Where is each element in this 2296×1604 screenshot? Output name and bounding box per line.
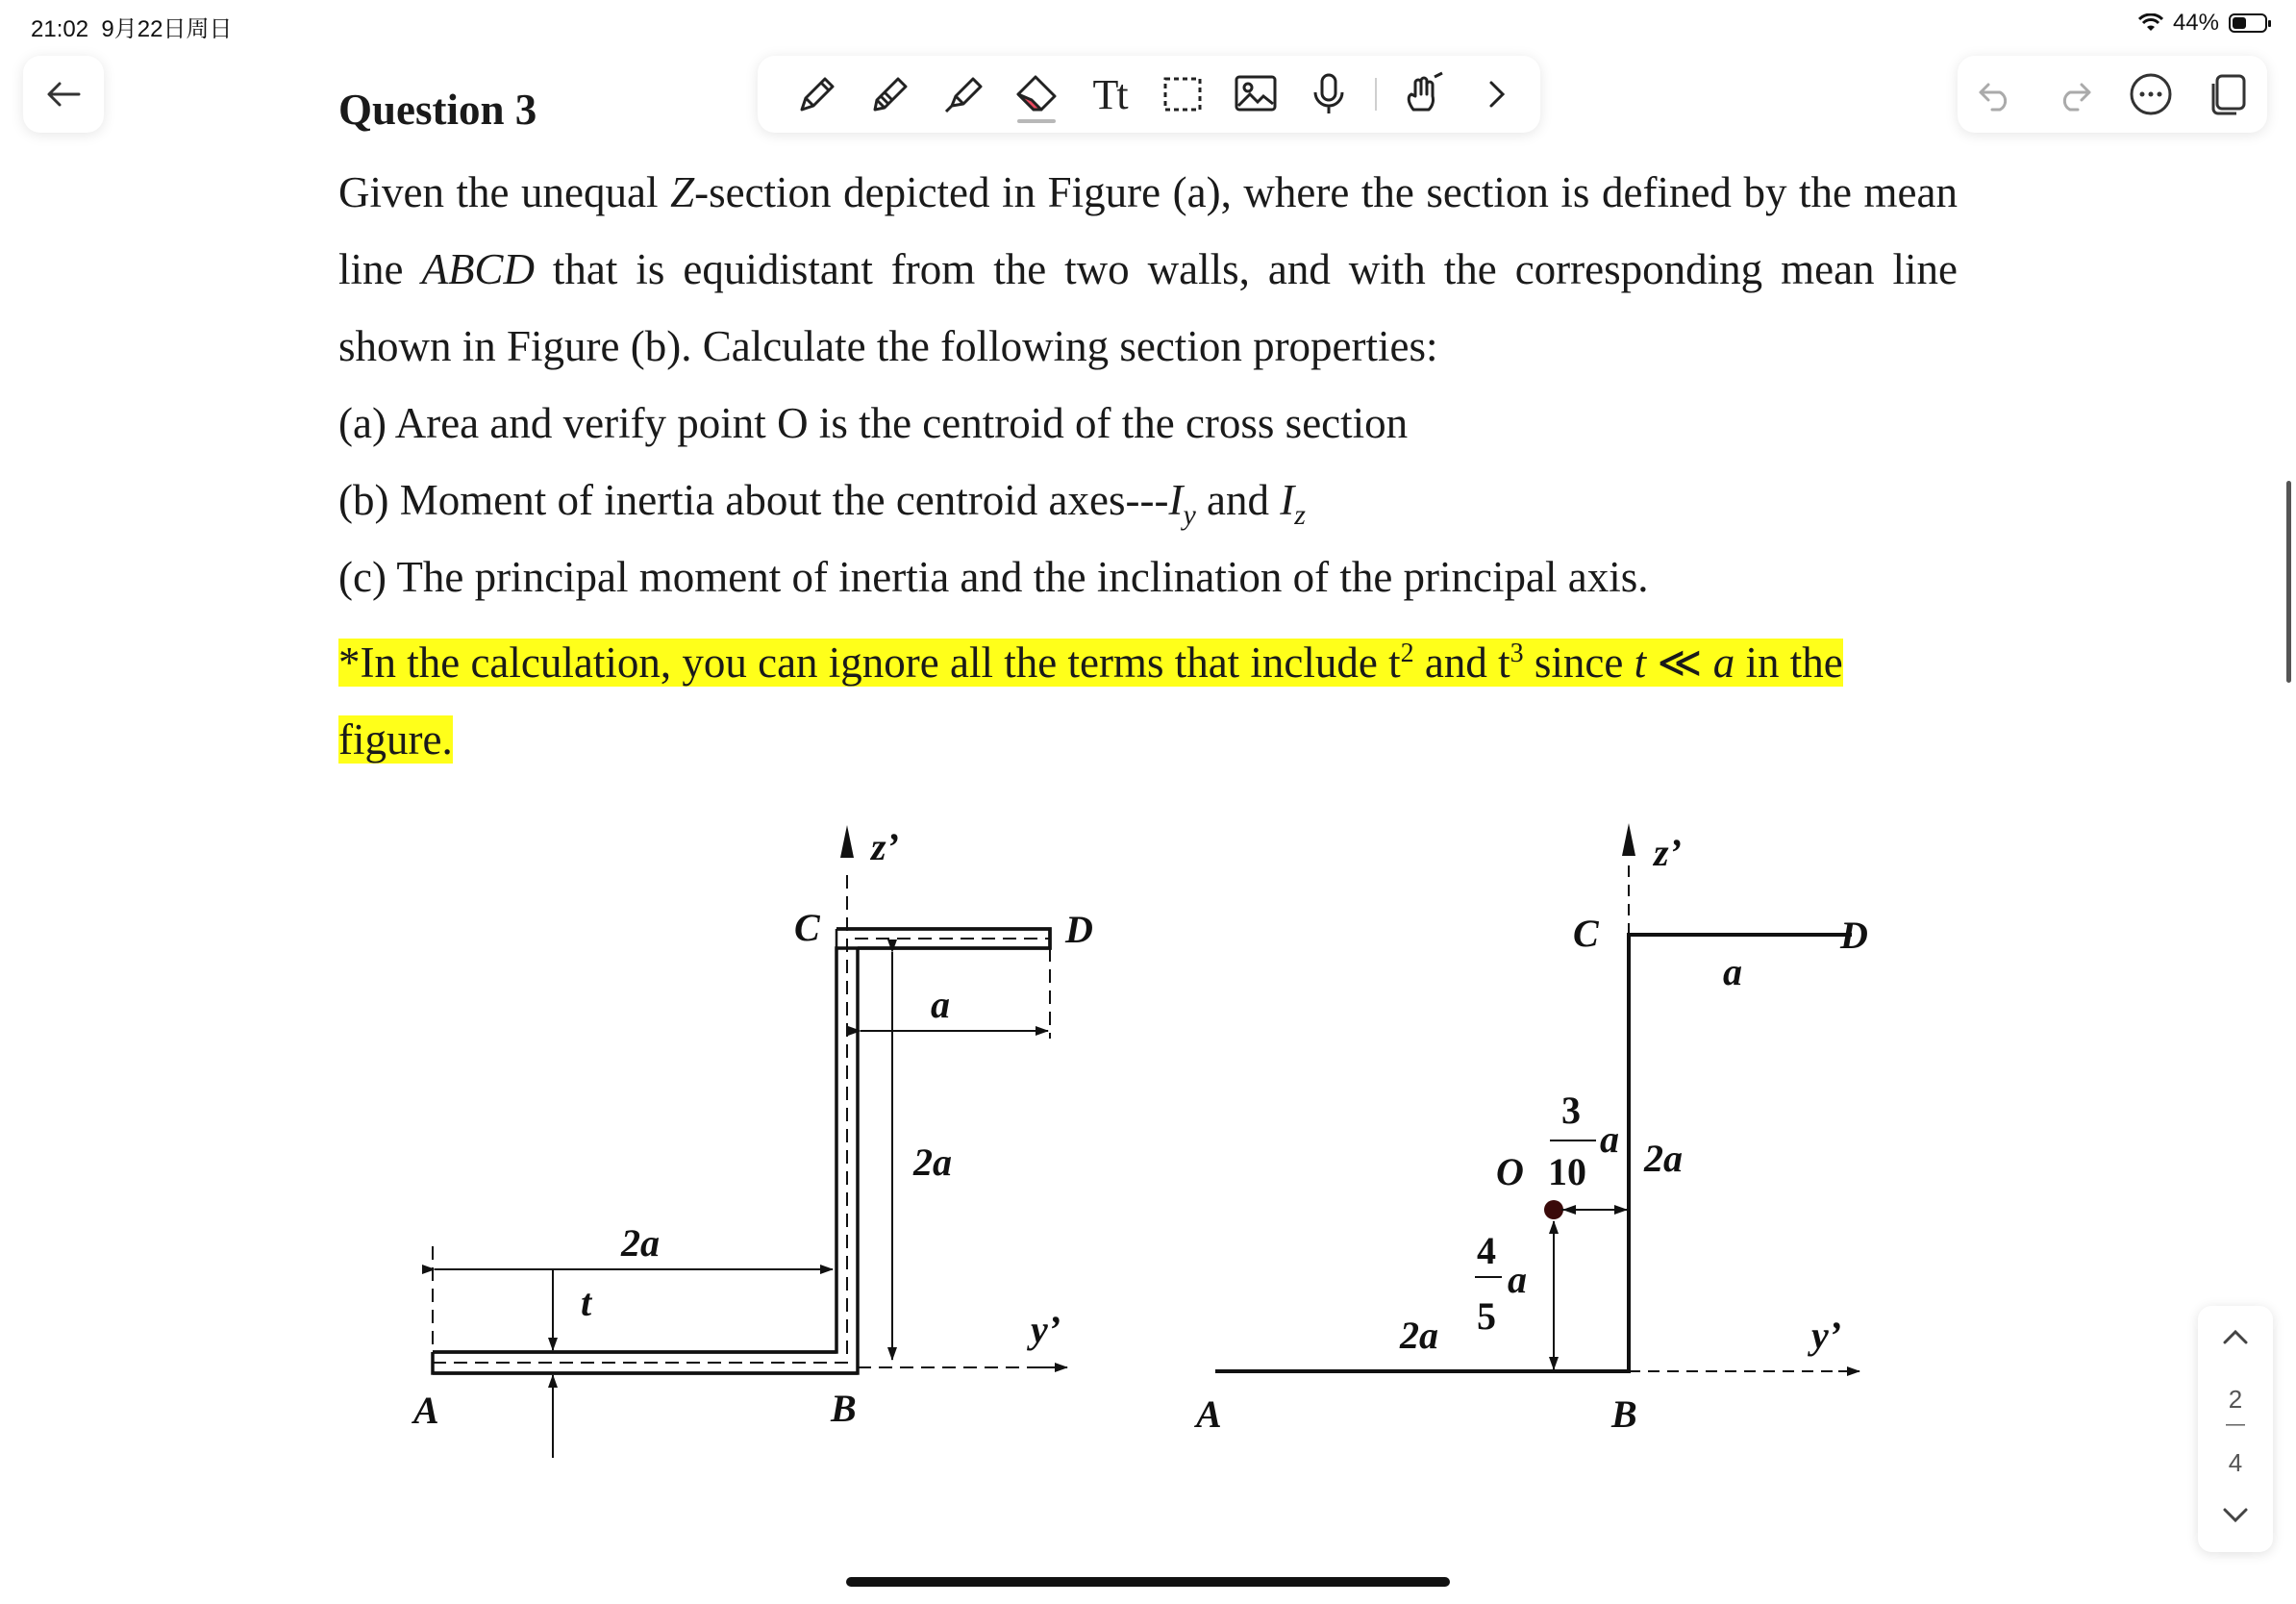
question-paragraph: Given the unequal Z-section depicted in Figure (a), where the section is defined by the mean line ABCD that is equidistant from the two walls, and with the corresponding mean line shown in Figure (b). Calculate the following section properties: xyxy=(338,168,1958,370)
image-icon xyxy=(1233,71,1279,117)
fig-b-frac1-a: a xyxy=(1600,1117,1619,1161)
fig-b-label-y: y’ xyxy=(1811,1314,1842,1357)
mean-line-dashed xyxy=(433,875,1058,1367)
page-navigator xyxy=(2198,1306,2273,1552)
text-icon: Tt xyxy=(1092,70,1127,118)
pages-icon xyxy=(2208,72,2250,116)
fig-b-label-B: B xyxy=(1611,1392,1637,1436)
question-item-a: (a) Area and verify point O is the centroid of the cross section xyxy=(338,399,1409,447)
status-time: 21:02 9月22日周日 xyxy=(31,16,233,42)
fig-b-frac1-num: 3 xyxy=(1561,1089,1581,1132)
fig-a-label-a: a xyxy=(931,983,950,1026)
touch-icon xyxy=(1400,71,1446,117)
battery-icon xyxy=(2229,13,2267,33)
arrow-left-icon xyxy=(46,81,81,108)
highlighter-tool[interactable] xyxy=(936,67,990,121)
question-item-c: (c) The principal moment of inertia and the inclination of the principal axis. xyxy=(338,553,1649,601)
active-tool-indicator xyxy=(1017,119,1056,123)
fig-b-label-a-top: a xyxy=(1723,950,1742,993)
undo-button[interactable] xyxy=(1969,67,2023,121)
highlighted-note: *In the calculation, you can ignore all the terms that include $t^2$ and $t^3$ since t ≪ a in the figure. xyxy=(338,639,1843,764)
fig-b-frac2-num: 4 xyxy=(1477,1229,1496,1272)
fig-b-mean-line xyxy=(1215,935,1852,1371)
undo-icon xyxy=(1977,77,2015,112)
pencil-icon xyxy=(867,71,913,117)
redo-button[interactable] xyxy=(2047,67,2101,121)
microphone-icon xyxy=(1306,71,1352,117)
chevron-right-icon xyxy=(1482,77,1510,112)
fig-a-label-C: C xyxy=(794,906,820,949)
z-axis-arrowhead-a xyxy=(840,825,854,858)
fig-a-label-D: D xyxy=(1065,908,1093,951)
back-button[interactable] xyxy=(23,56,104,133)
pen-icon xyxy=(794,71,840,117)
z-axis-arrow-a xyxy=(840,827,847,862)
eraser-tool[interactable] xyxy=(1010,67,1063,121)
current-page-number: 2 xyxy=(2228,1385,2243,1414)
fig-b-label-2a-horizontal: 2a xyxy=(1400,1314,1438,1357)
battery-percent: 44% xyxy=(2172,10,2219,36)
fig-a-label-z: z’ xyxy=(871,825,899,868)
fig-b-label-D: D xyxy=(1840,914,1868,957)
lasso-tool[interactable] xyxy=(1156,67,1210,121)
page-separator: — xyxy=(2226,1414,2245,1435)
fig-a-label-y: y’ xyxy=(1031,1308,1061,1351)
pencil-tool[interactable] xyxy=(863,67,917,121)
drawing-toolbar xyxy=(758,56,1540,133)
fig-b-frac2-a: a xyxy=(1508,1258,1527,1301)
fig-b-label-A: A xyxy=(1196,1392,1222,1436)
z-section-outline xyxy=(433,929,1050,1373)
fig-a-label-A: A xyxy=(413,1389,439,1432)
toolbar-divider xyxy=(1375,78,1377,111)
toolbar-more-button[interactable] xyxy=(1469,67,1523,121)
wifi-icon xyxy=(2138,13,2163,33)
chevron-up-icon[interactable] xyxy=(2221,1327,2250,1346)
fig-b-frac2-den: 5 xyxy=(1477,1294,1496,1338)
fig-b-label-O: O xyxy=(1496,1150,1524,1193)
fig-b-frac1-den: 10 xyxy=(1548,1150,1586,1193)
text-tool[interactable] xyxy=(1083,67,1136,121)
fig-a-label-2a-horizontal: 2a xyxy=(621,1221,660,1265)
chevron-down-icon[interactable] xyxy=(2221,1506,2250,1525)
scroll-indicator[interactable] xyxy=(2286,481,2291,683)
fig-a-label-2a-vertical: 2a xyxy=(913,1140,952,1184)
pen-tool[interactable] xyxy=(790,67,844,121)
total-page-number: 4 xyxy=(2228,1448,2243,1477)
highlighter-icon xyxy=(940,71,986,117)
question-item-b: (b) Moment of inertia about the centroid axes-$--I_y$ and $I_z$ xyxy=(338,476,1306,531)
question-title: Question 3 xyxy=(338,86,537,134)
record-tool[interactable] xyxy=(1302,67,1356,121)
fig-b-label-C: C xyxy=(1573,912,1599,955)
more-icon xyxy=(2129,72,2173,116)
fig-a-label-t: t xyxy=(581,1281,592,1324)
touch-tool[interactable] xyxy=(1396,67,1450,121)
more-button[interactable] xyxy=(2124,67,2178,121)
fig-a-label-B: B xyxy=(831,1387,857,1430)
fig-b-label-2a-vertical: 2a xyxy=(1644,1137,1683,1180)
status-right xyxy=(2138,10,2267,37)
status-bar xyxy=(0,0,2296,46)
fig-b-label-z: z’ xyxy=(1654,831,1682,874)
pages-button[interactable] xyxy=(2202,67,2256,121)
fig-b-z-arrowhead xyxy=(1622,823,1635,856)
eraser-icon xyxy=(1012,71,1061,117)
centroid-point xyxy=(1544,1200,1563,1219)
lasso-icon xyxy=(1160,71,1206,117)
action-toolbar xyxy=(1958,56,2267,133)
redo-icon xyxy=(2055,77,2093,112)
home-indicator[interactable] xyxy=(846,1577,1450,1587)
image-tool[interactable] xyxy=(1229,67,1283,121)
